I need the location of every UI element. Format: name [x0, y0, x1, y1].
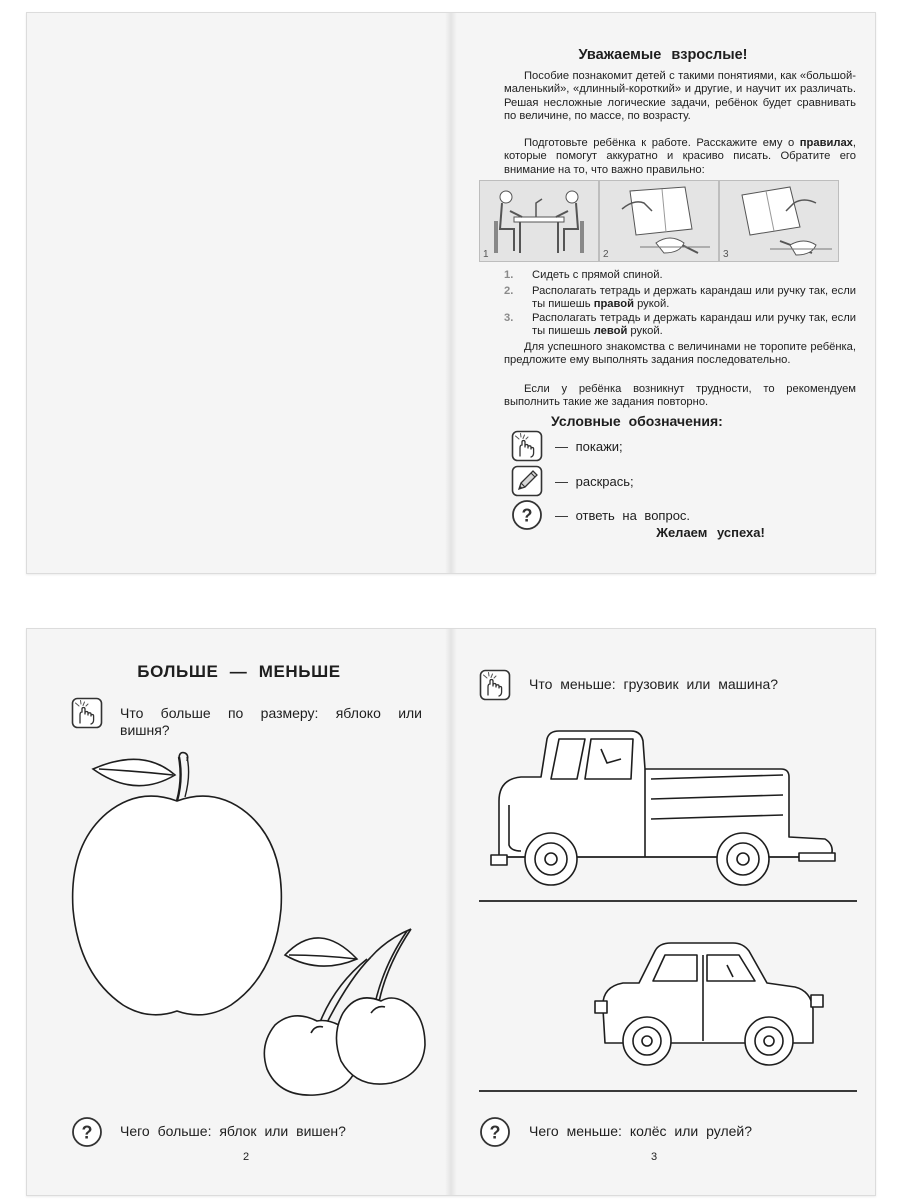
intro-paragraph-3: Для успешного знакомства с величинами не торопите ребёнка, предложите ему выполнять задания последовательно. [504, 341, 856, 367]
apple [73, 753, 282, 1015]
illustration-number: 1 [483, 249, 489, 260]
legend-text: — покажи; [555, 439, 623, 454]
question-icon [479, 1116, 511, 1148]
top-spread [26, 12, 876, 574]
question-truck-car: Что меньше: грузовик или машина? [529, 676, 779, 692]
page-3 [451, 629, 875, 1195]
page-title: БОЛЬШЕ — МЕНЬШЕ [137, 662, 341, 681]
intro-heading: Уважаемые взрослые! [578, 47, 748, 63]
question-count-wheels: Чего меньше: колёс или рулей? [529, 1123, 753, 1139]
illustration-left-hand [719, 180, 839, 262]
legend-title: Условные обозначения: [551, 413, 723, 429]
question-icon [71, 1116, 103, 1148]
car [595, 943, 823, 1065]
cherries [264, 929, 425, 1095]
wish-text: Желаем успеха! [656, 525, 765, 540]
apple-cherry-drawing [27, 629, 451, 1195]
intro-page: Уважаемые взрослые! Пособие познакомит детей с такими понятиями, как «большой-маленький», «длинный-короткий» и другие, и научит их различать. Решая несложные логические задачи, ребёнок будет сравнивать по величине, по массе, по возрасту. Подготовьте ребёнка к работе. Расскажите ему о правилах, которые помогут аккуратно и красиво писать. Обратите его внимание на то, что важно правильно: 1 2 3 1. Сидеть с прямой спиной. 2. Располагать тетрадь и держать карандаш или ручку так, если ты пишешь правой рукой. 3. Располагать тетрадь и держать карандаш или ручку так, если ты пишешь левой рукой. Для успешного знакомства с величинами не торопите ребёнка, предложите ему выполнять задания последовательно. Если у ребёнка возникнут трудности, то рекомендуем выполнить такие же задания повторно. Условные обозначения: — покажи; — раскрась; — ответь на вопрос. Желаем успеха! [451, 13, 875, 573]
illustration-sitting [479, 180, 599, 262]
legend-text: — раскрась; [555, 474, 634, 489]
question-apple-cherry: Что больше по размеру: яблоко или вишня? [120, 705, 422, 738]
illustration-right-hand [599, 180, 719, 262]
pencil-icon [511, 465, 543, 497]
pointing-hand-icon [511, 430, 543, 462]
illustration-number: 3 [723, 249, 729, 260]
page-2 [27, 629, 451, 1195]
legend-row-color [511, 465, 831, 499]
intro-paragraph-2: Подготовьте ребёнка к работе. Расскажите ему о правилах, которые помогут аккуратно и красиво писать. Обратите его внимание на то, что важно правильно: [504, 137, 856, 176]
intro-paragraph-1: Пособие познакомит детей с такими понятиями, как «большой-маленький», «длинный-короткий» и другие, и научит их различать. Решая несложные логические задачи, ребёнок будет сравнивать по величине, по массе, по возрасту. [504, 70, 856, 123]
question-count-fruits: Чего больше: яблок или вишен? [120, 1123, 346, 1139]
legend-row-show [511, 430, 831, 464]
illustration-number: 2 [603, 249, 609, 260]
bottom-spread [26, 628, 876, 1196]
intro-paragraph-4: Если у ребёнка возникнут трудности, то рекомендуем выполнить такие же задания повторно. [504, 383, 856, 409]
truck [491, 731, 835, 885]
blank-left-page [27, 13, 451, 573]
page-number: 3 [651, 1151, 658, 1163]
truck-car-drawing [451, 629, 875, 1195]
page-number: 2 [243, 1151, 250, 1163]
legend-text: — ответь на вопрос. [555, 508, 691, 523]
